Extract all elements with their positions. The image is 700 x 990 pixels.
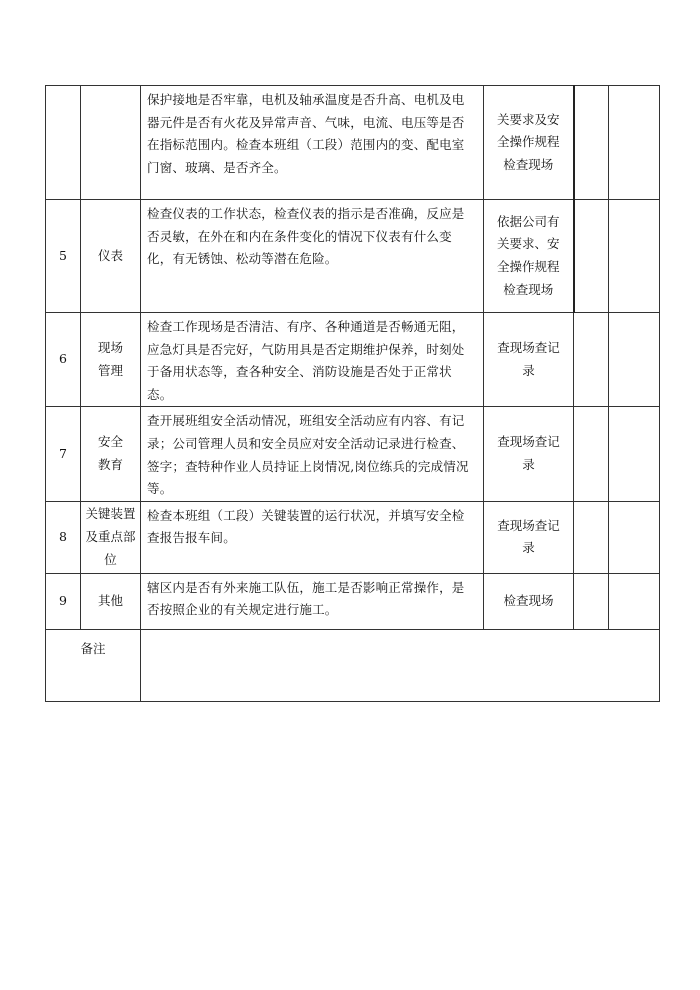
row-number: 7 — [46, 407, 81, 501]
row-number: 9 — [46, 573, 81, 629]
remarks-row — [46, 629, 660, 701]
row-method — [484, 313, 574, 407]
row-item-text: 现场管理 — [97, 340, 123, 378]
row-item — [81, 407, 141, 501]
table-row — [46, 407, 660, 501]
row-check-cell — [574, 86, 609, 200]
row-content — [141, 86, 484, 200]
table-row — [46, 313, 660, 407]
row-method-text: 查现场查记录 — [497, 517, 560, 556]
row-method — [484, 501, 574, 573]
inspection-table — [45, 85, 660, 702]
remarks-field — [141, 629, 660, 701]
row-check-cell — [574, 200, 609, 313]
row-number: 6 — [46, 313, 81, 407]
row-content-text: 保护接地是否牢靠，电机及轴承温度是否升高、电机及电器元件是否有火花及异常声音、气味，电流、电压等是否在指标范围内。检查本班组（工段）范围内的变、配电室门窗、玻璃、是否齐全。 — [147, 92, 465, 175]
row-item-text: 关键装置及重点部位 — [85, 506, 136, 567]
row-content — [141, 200, 484, 313]
row-content — [141, 313, 484, 407]
remarks-label: 备注 — [46, 629, 141, 701]
row-content-text: 检查工作现场是否清洁、有序、各种通道是否畅通无阻，应急灯具是否完好，气防用具是否定期维护保养，时刻处于备用状态等，查各种安全、消防设施是否处于正常状态。 — [147, 319, 465, 402]
row-method — [484, 407, 574, 501]
row-item — [81, 501, 141, 573]
row-method — [484, 200, 574, 313]
table-row — [46, 501, 660, 573]
row-result-cell — [609, 573, 660, 629]
row-content-text: 辖区内是否有外来施工队伍，施工是否影响正常操作，是否按照企业的有关规定进行施工。 — [147, 579, 465, 618]
row-result-cell — [609, 200, 660, 313]
row-method-text: 依据公司有关要求、安全操作规程检查现场 — [496, 213, 560, 297]
row-content-text: 检查仪表的工作状态，检查仪表的指示是否准确，反应是否灵敏，在外在和内在条件变化的情况下仪表有什么变化，有无锈蚀、松动等潜在危险。 — [147, 206, 465, 267]
row-content — [141, 501, 484, 573]
row-check-cell — [574, 501, 609, 573]
row-content-text: 检查本班组（工段）关键装置的运行状况，并填写安全检查报告报车间。 — [147, 507, 465, 546]
row-item: 仪表 — [81, 200, 141, 313]
row-method-text: 查现场查记录 — [497, 340, 560, 378]
row-item — [81, 86, 141, 200]
table-row — [46, 573, 660, 629]
row-check-cell — [574, 407, 609, 501]
table-row — [46, 200, 660, 313]
row-content — [141, 407, 484, 501]
row-result-cell — [609, 313, 660, 407]
row-method-text: 关要求及安全操作规程检查现场 — [496, 111, 560, 172]
row-number: 5 — [46, 200, 81, 313]
row-result-cell — [609, 501, 660, 573]
row-item: 其他 — [81, 573, 141, 629]
table-row — [46, 86, 660, 200]
row-check-cell — [574, 573, 609, 629]
row-method — [484, 86, 574, 200]
row-result-cell — [609, 86, 660, 200]
row-check-cell — [574, 313, 609, 407]
row-result-cell — [609, 407, 660, 501]
row-item-text: 安全教育 — [97, 434, 123, 473]
row-number — [46, 86, 81, 200]
row-content — [141, 573, 484, 629]
row-number: 8 — [46, 501, 81, 573]
row-content-text: 查开展班组安全活动情况，班组安全活动应有内容、有记录；公司管理人员和安全员应对安全活动记录进行检查、签字；查特种作业人员持证上岗情况,岗位练兵的完成情况等。 — [147, 413, 469, 497]
row-item — [81, 313, 141, 407]
row-method: 检查现场 — [484, 573, 574, 629]
row-method-text: 查现场查记录 — [497, 434, 560, 473]
